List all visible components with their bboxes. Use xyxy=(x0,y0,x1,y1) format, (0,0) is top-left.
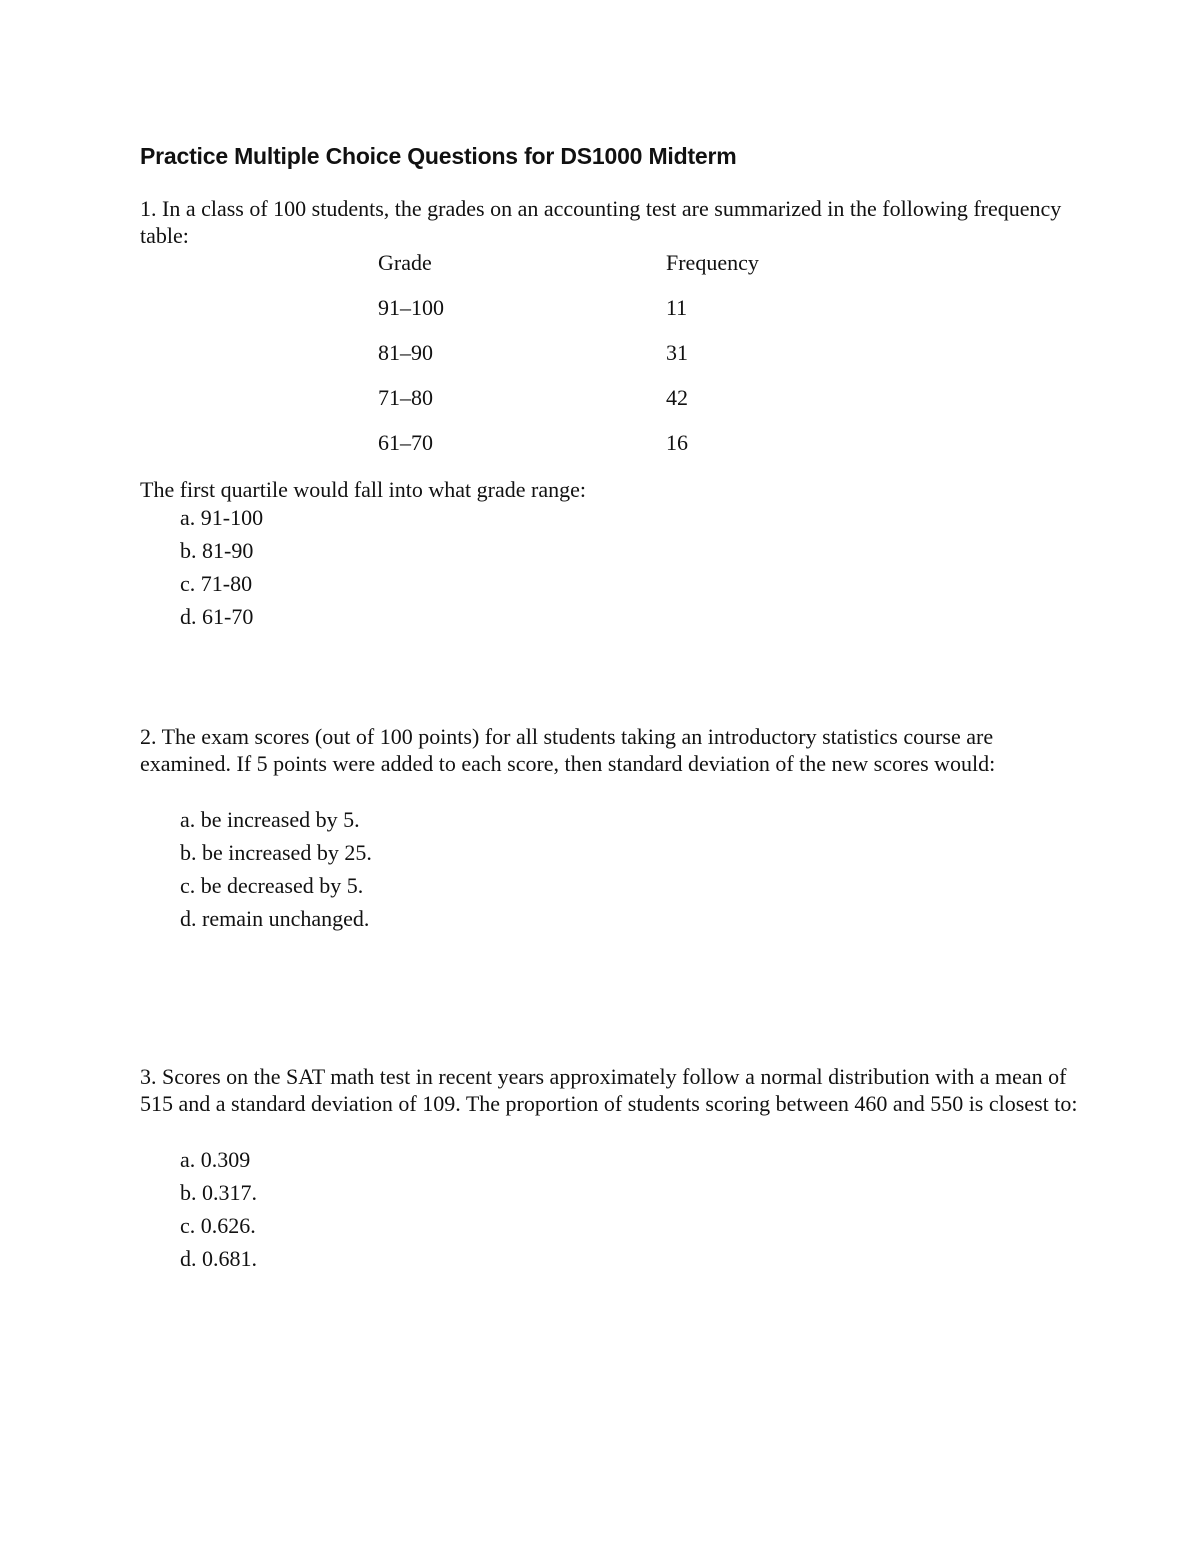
question-3-option-a: a. 0.309 xyxy=(180,1147,251,1172)
question-2-option-c: c. be decreased by 5. xyxy=(180,873,364,898)
table-cell-grade: 81–90 xyxy=(378,340,433,365)
question-1-prompt: The first quartile would fall into what grade range: xyxy=(140,477,586,502)
question-2-stem: 2. The exam scores (out of 100 points) for all students taking an introductory statistics course are examined. If 5 points were added to each score, then standard deviation of the new scores would: xyxy=(140,724,996,776)
table-cell-grade: 91–100 xyxy=(378,295,444,320)
question-3-stem: 3. Scores on the SAT math test in recent years approximately follow a normal distribution with a mean of 515 and a standard deviation of 109. The proportion of students scoring between 460 and 550 is closest to: xyxy=(140,1064,1078,1116)
table-cell-grade: 61–70 xyxy=(378,430,433,455)
table-cell-frequency: 11 xyxy=(666,295,688,320)
question-1-option-b: b. 81-90 xyxy=(180,538,254,563)
question-1-stem: 1. In a class of 100 students, the grades on an accounting test are summarized in the following frequency table: xyxy=(140,196,1062,248)
page-title: Practice Multiple Choice Questions for DS1000 Midterm xyxy=(140,143,737,169)
table-cell-frequency: 16 xyxy=(666,430,688,455)
question-1-option-c: c. 71-80 xyxy=(180,571,253,596)
table-header-frequency: Frequency xyxy=(666,250,759,275)
question-2-option-a: a. be increased by 5. xyxy=(180,807,360,832)
question-3-option-b: b. 0.317. xyxy=(180,1180,257,1205)
table-header-grade: Grade xyxy=(378,250,432,275)
question-2-option-b: b. be increased by 25. xyxy=(180,840,372,865)
question-1-option-a: a. 91-100 xyxy=(180,505,264,530)
question-3-option-d: d. 0.681. xyxy=(180,1246,257,1271)
question-2-option-d: d. remain unchanged. xyxy=(180,906,370,931)
question-1-option-d: d. 61-70 xyxy=(180,604,254,629)
question-3-option-c: c. 0.626. xyxy=(180,1213,256,1238)
table-cell-frequency: 42 xyxy=(666,385,688,410)
table-cell-frequency: 31 xyxy=(666,340,688,365)
table-cell-grade: 71–80 xyxy=(378,385,433,410)
